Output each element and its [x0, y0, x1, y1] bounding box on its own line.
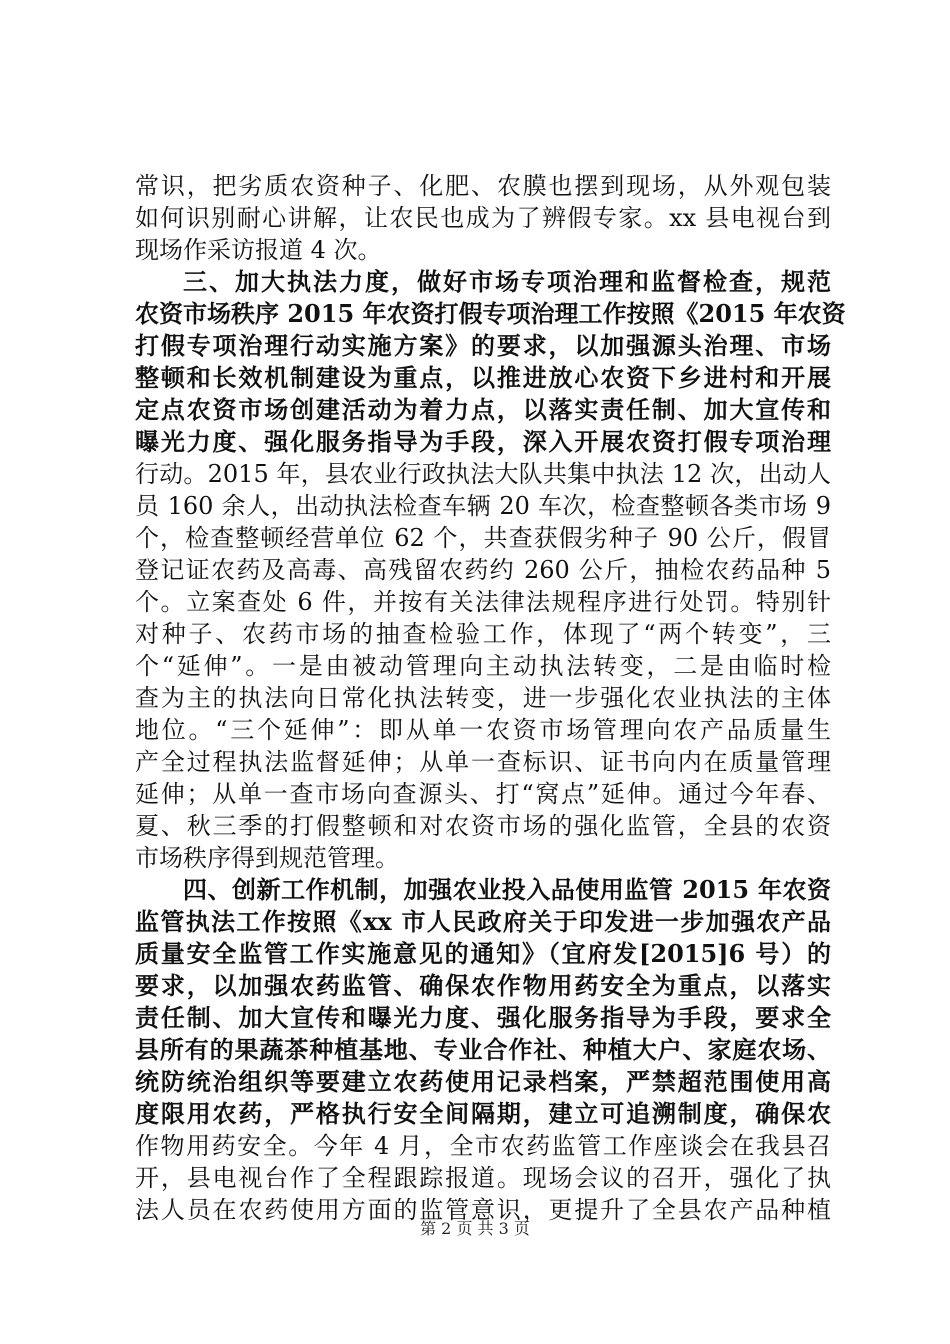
- text-line: 责任制、加大宣传和曝光力度、强化服务指导为手段，要求全: [135, 1003, 831, 1032]
- text-line: 登记证农药及高毒、高残留农药约 260 公斤，抽检农药品种 5: [135, 556, 831, 584]
- section-heading-line: 农资市场秩序 2015 年农资打假专项治理工作按照《2015 年农资: [135, 299, 846, 328]
- text-line: 常识，把劣质农资种子、化肥、农膜也摆到现场，从外观包装: [135, 172, 831, 200]
- text-line: 员 160 余人，出动执法检查车辆 20 车次，检查整顿各类市场 9: [135, 492, 831, 520]
- text-line: 个，检查整顿经营单位 62 个，共查获假劣种子 90 公斤，假冒: [135, 524, 831, 552]
- text-line: 质量安全监管工作实施意见的通知》（宜府发[2015]6 号）的: [135, 939, 831, 968]
- text-line: 地位。“三个延伸”：即从单一农资市场管理向农产品质量生: [135, 716, 831, 744]
- text-line: 曝光力度、强化服务指导为手段，深入开展农资打假专项治理: [135, 427, 831, 456]
- text-line: 度限用农药，严格执行安全间隔期，建立可追溯制度，确保农: [135, 1099, 831, 1128]
- text-line: 开，县电视台作了全程跟踪报道。现场会议的召开，强化了执: [135, 1164, 831, 1192]
- text-line: 统防统治组织等要建立农药使用记录档案，严禁超范围使用高: [135, 1067, 831, 1096]
- text-line: 定点农资市场创建活动为着力点，以落实责任制、加大宣传和: [135, 395, 831, 424]
- text-line: 现场作采访报道 4 次。: [135, 236, 382, 264]
- text-line: 打假专项治理行动实施方案》的要求，以加强源头治理、市场: [135, 331, 831, 360]
- text-line: 对种子、农药市场的抽查检验工作，体现了“两个转变”，三: [135, 620, 831, 648]
- text-line: 产全过程执法监督延伸；从单一查标识、证书向内在质量管理: [135, 748, 831, 776]
- text-line: 法人员在农药使用方面的监管意识，更提升了全县农产品种植: [135, 1196, 831, 1224]
- text-line: 行动。2015 年，县农业行政执法大队共集中执法 12 次，出动人: [135, 460, 831, 488]
- text-line: 延伸；从单一查市场向查源头、打“窝点”延伸。通过今年春、: [135, 780, 831, 808]
- text-line: 作物用药安全。今年 4 月，全市农药监管工作座谈会在我县召: [135, 1132, 831, 1160]
- text-line: 个。立案查处 6 件，并按有关法律法规程序进行处罚。特别针: [135, 588, 831, 616]
- page-footer: [0, 1216, 950, 1239]
- text-line: 县所有的果蔬茶种植基地、专业合作社、种植大户、家庭农场、: [135, 1035, 831, 1064]
- section-heading-line: 监管执法工作按照《xx 市人民政府关于印发进一步加强农产品: [135, 907, 831, 936]
- text-line: 查为主的执法向日常化执法转变，进一步强化农业执法的主体: [135, 684, 831, 712]
- page-number-label: 第 2 页 共 3 页: [420, 1219, 530, 1238]
- section-heading-line: 四、创新工作机制，加强农业投入品使用监管 2015 年农资: [183, 875, 831, 904]
- paragraph-continuation: [135, 170, 831, 266]
- section-heading-line: 三、加大执法力度，做好市场专项治理和监督检查，规范: [183, 267, 831, 296]
- text-line: 市场秩序得到规范管理。: [135, 844, 399, 872]
- paragraph-section-three: [135, 266, 846, 874]
- text-line: 整顿和长效机制建设为重点，以推进放心农资下乡进村和开展: [135, 363, 831, 392]
- document-body: [135, 170, 846, 1226]
- text-line: 如何识别耐心讲解，让农民也成为了辨假专家。xx 县电视台到: [135, 204, 831, 232]
- text-line: 要求，以加强农药监管、确保农作物用药安全为重点，以落实: [135, 971, 831, 1000]
- text-line: 夏、秋三季的打假整顿和对农资市场的强化监管，全县的农资: [135, 812, 831, 840]
- paragraph-section-four: [135, 874, 831, 1226]
- text-line: 个“延伸”。一是由被动管理向主动执法转变，二是由临时检: [135, 652, 831, 680]
